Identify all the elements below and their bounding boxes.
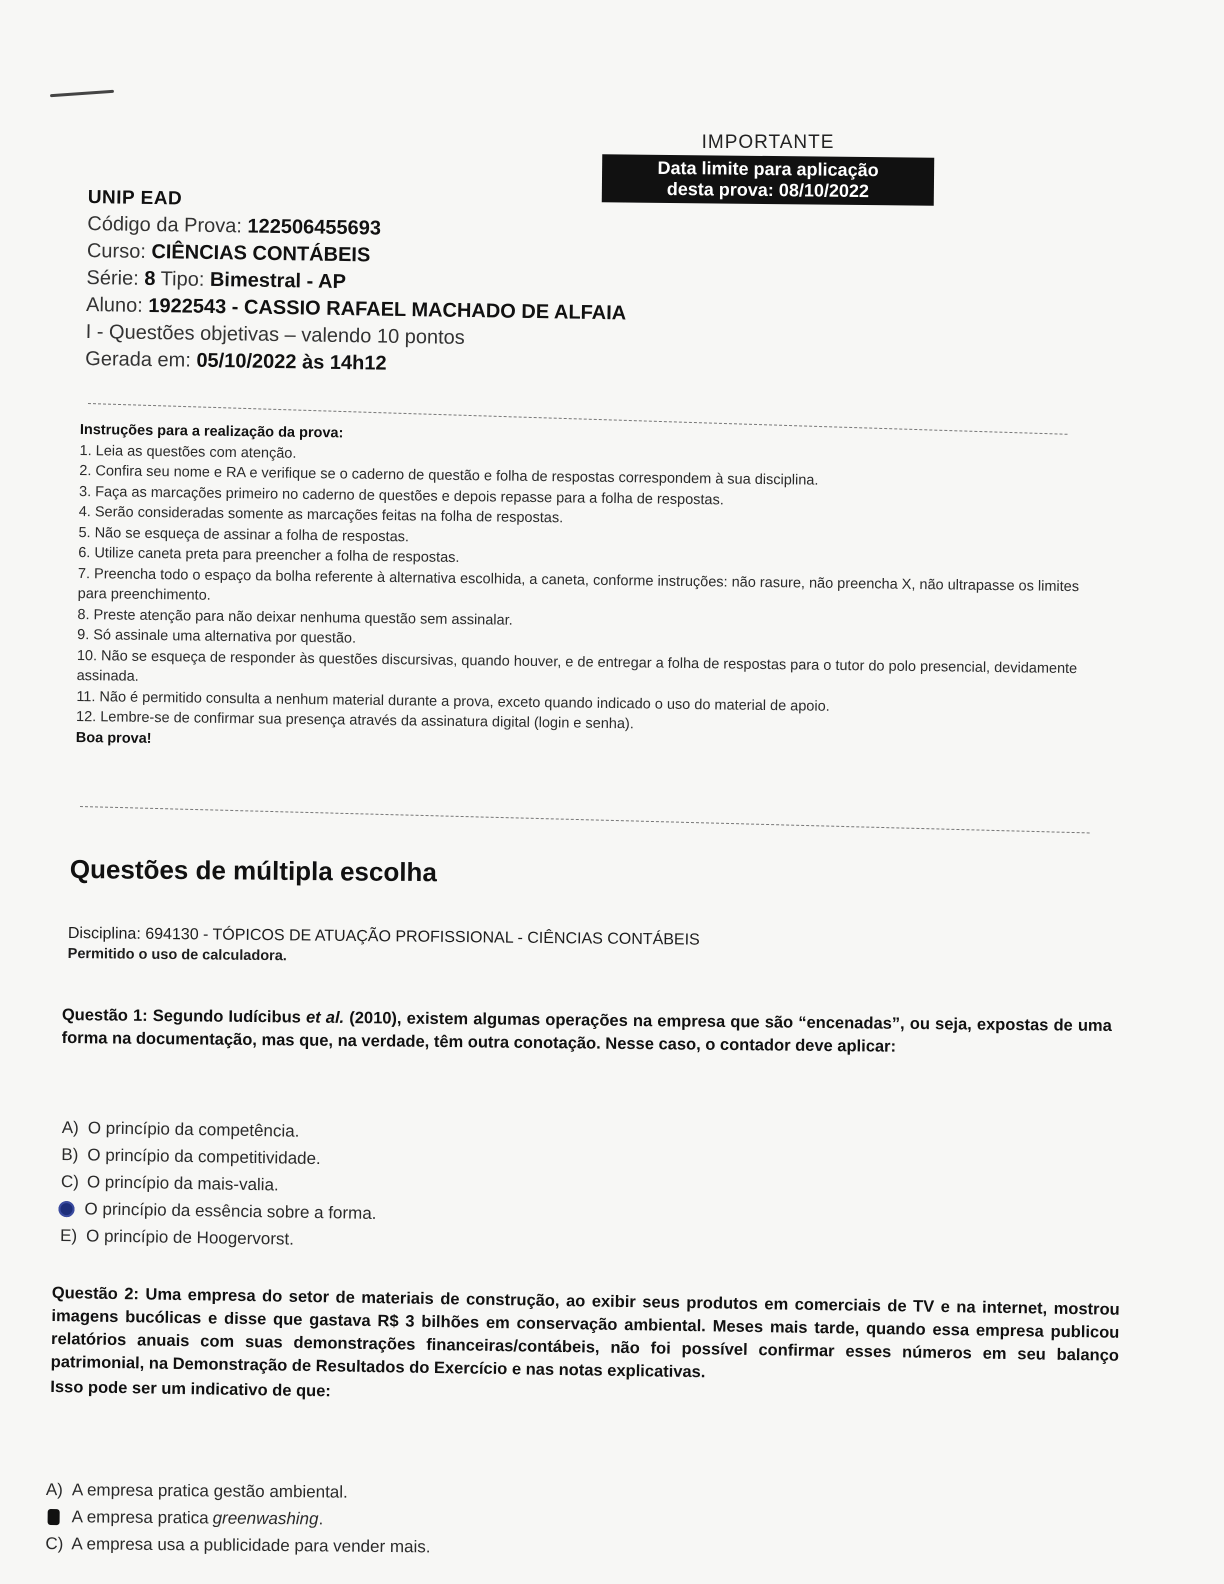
instruction-item: 4. Serão consideradas somente as marcações feitas na folha de respostas.: [78, 503, 564, 527]
instructions: [76, 420, 1090, 761]
instruction-item: 9. Só assinale uma alternativa por questão.: [77, 626, 357, 647]
instruction-item: 11. Não é permitido consulta a nenhum material durante a prova, exceto quando indicado o uso do material de apoio.: [76, 688, 830, 715]
question-1-options: [60, 1114, 378, 1254]
option-d[interactable]: O princípio da essência sobre a forma.: [60, 1195, 376, 1227]
option-a[interactable]: A) O princípio da competência.: [61, 1117, 300, 1141]
question-2-text: Questão 2: Uma empresa do setor de materiais de construção, ao exibir seus produtos em comerciais de TV e na internet, mostrou imagens bucólicas e disse que gastava R$ 3 bilhões em conservação ambiental. Meses mais tarde, quando essa empresa publicou relatórios anuais com suas demonstrações financeiras/contábeis, não foi possível confirmar esses números em seu balanço patrimonial, na Demonstração de Resultados do Exercício e nas notas explicativas. Isso pode ser um indicativo de que:: [50, 1282, 1120, 1416]
generated-at: Gerada em: 05/10/2022 às 14h12: [85, 347, 387, 375]
instruction-item: 10. Não se esqueça de responder às questões discursivas, quando houver, e de entregar a folha de respostas para o tutor do polo presencial, devidamente assinada.: [76, 647, 1078, 685]
discipline-info: [68, 924, 968, 973]
filled-answer-bubble: [58, 1200, 74, 1216]
important-label: IMPORTANTE: [701, 132, 835, 153]
option-a[interactable]: A) A empresa pratica gestão ambiental.: [45, 1479, 348, 1502]
org-name: UNIP EAD: [87, 186, 183, 210]
option-b[interactable]: B) O princípio da competitividade.: [61, 1144, 321, 1169]
instruction-item: 6. Utilize caneta preta para preencher a folha de respostas.: [78, 544, 460, 566]
scan-mark: [50, 90, 114, 97]
filled-answer-bubble: [48, 1509, 60, 1525]
instructions-title: Instruções para a realização da prova:: [79, 421, 344, 442]
instruction-item: 5. Não se esqueça de assinar a folha de respostas.: [78, 524, 410, 545]
exam-part: I - Questões objetivas – valendo 10 pontos: [85, 320, 465, 349]
student: Aluno: 1922543 - CASSIO RAFAEL MACHADO DE ALFAIA: [85, 293, 627, 325]
instruction-item: 2. Confira seu nome e RA e verifique se o caderno de questão e folha de respostas correspondem à sua disciplina.: [79, 462, 819, 489]
course: Curso: CIÊNCIAS CONTÁBEIS: [86, 239, 371, 267]
discipline-line: Disciplina: 694130 - TÓPICOS DE ATUAÇÃO PROFISSIONAL - CIÊNCIAS CONTÁBEIS: [67, 924, 700, 949]
section-title: Questões de múltipla escolha: [69, 854, 437, 888]
calculator-note: Permitido o uso de calculadora.: [67, 945, 287, 965]
instruction-item: 7. Preencha todo o espaço da bolha referente à alternativa escolhida, a caneta, conforme instruções: não rasure, não preencha X, não ultrapasse os limites para preenchimento.: [77, 565, 1080, 604]
good-luck: Boa prova!: [75, 729, 152, 747]
option-c[interactable]: C) A empresa usa a publicidade para vender mais.: [45, 1533, 431, 1557]
instruction-item: 8. Preste atenção para não deixar nenhuma questão sem assinalar.: [77, 606, 513, 629]
option-b[interactable]: A empresa pratica greenwashing .: [46, 1503, 431, 1533]
question-1-text: Questão 1: Segundo Iudícibus et al. (2010), existem algumas operações na empresa que são “encenadas”, ou seja, expostas de uma forma na documentação, mas que, na verdade, têm outra conotação. Nesse caso, o contador deve aplicar:: [61, 1005, 1112, 1056]
deadline-line-1: Data limite para aplicação: [657, 157, 879, 181]
instruction-item: 3. Faça as marcações primeiro no caderno de questões e depois repasse para a folha de respostas.: [78, 483, 724, 508]
deadline-line-2: desta prova: 08/10/2022: [666, 178, 870, 202]
question-2-ask: Isso pode ser um indicativo de que:: [50, 1377, 332, 1401]
instruction-item: 1. Leia as questões com atenção.: [79, 442, 297, 462]
series-type: Série: 8 Tipo: Bimestral - AP: [86, 266, 347, 294]
divider-bottom: [80, 806, 1090, 833]
option-c[interactable]: C) O princípio da mais-valia.: [60, 1171, 279, 1195]
question-2-options: [45, 1476, 431, 1560]
option-e[interactable]: E) O princípio de Hoogervorst.: [59, 1225, 295, 1249]
exam-code: Código da Prova: 122506455693: [87, 212, 382, 240]
exam-header: [85, 184, 788, 384]
instruction-item: 12. Lembre-se de confirmar sua presença através da assinatura digital (login e senha).: [76, 708, 634, 733]
